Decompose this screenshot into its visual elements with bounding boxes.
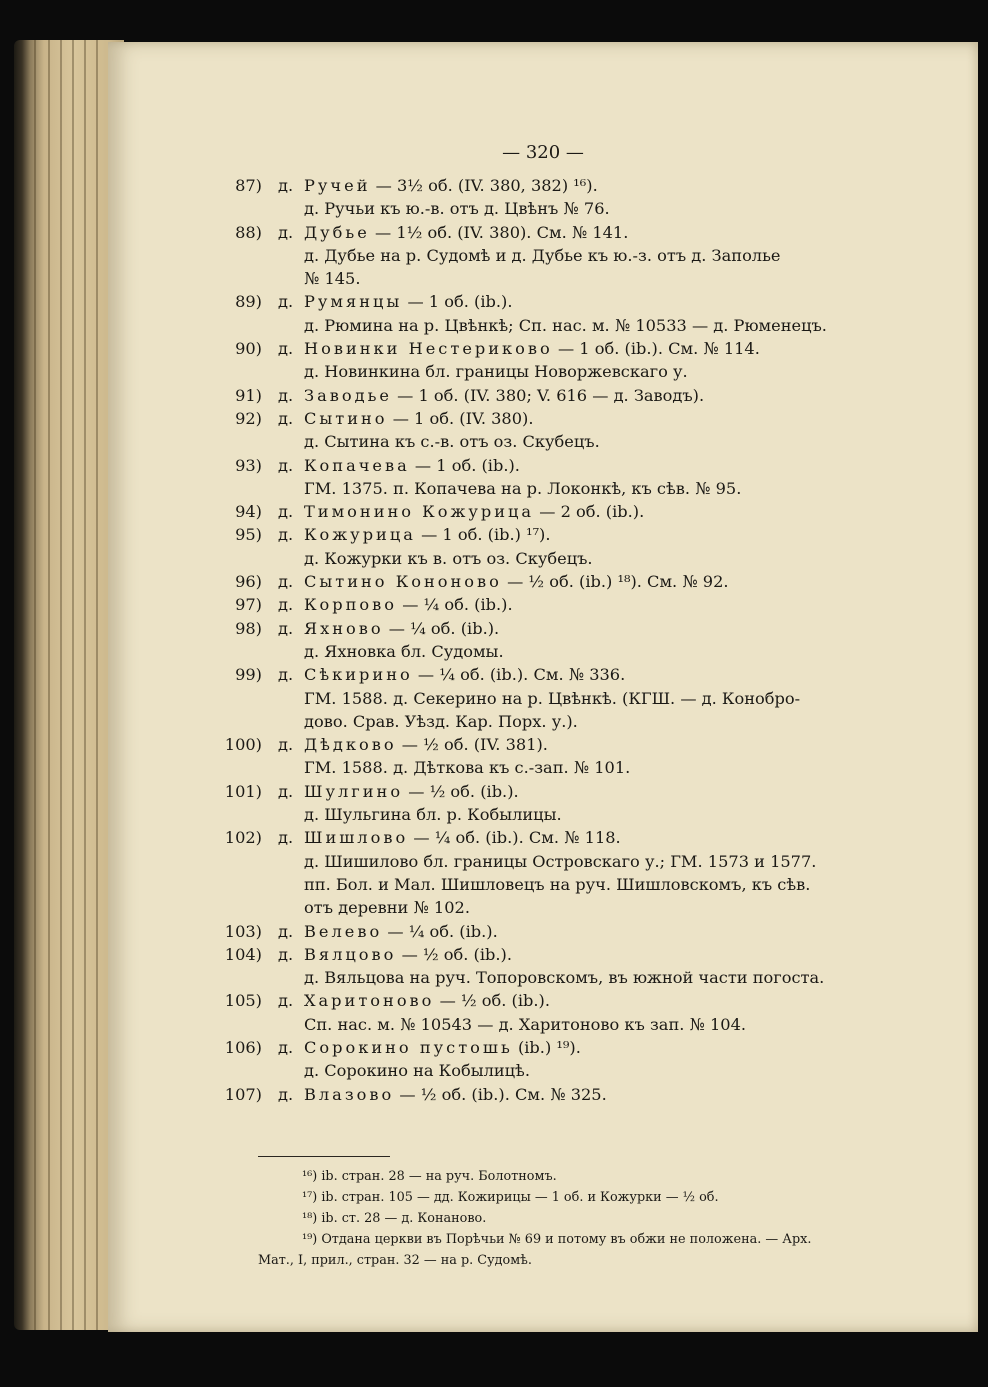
entry [224, 943, 898, 990]
entry-number: 98) [235, 618, 262, 638]
entry-kind: д. [278, 921, 294, 941]
entry-note-line: д. Кожурки къ в. отъ оз. Скубецъ. [304, 548, 593, 568]
entry-number: 101) [224, 781, 262, 801]
entry [235, 384, 898, 407]
entry [235, 407, 898, 454]
village-name: Заводье [304, 385, 392, 405]
entry-heading [224, 826, 898, 849]
entry-number: 103) [224, 921, 262, 941]
entry-number: 104) [224, 944, 262, 964]
entry-number: 99) [235, 665, 262, 685]
entry-note-line: д. Шульгина бл. р. Кобылицы. [304, 805, 562, 825]
entry-note-line: д. Рюмина на р. Цвѣнкѣ; Сп. нас. м. № 10533 — д. Рюменецъ. [304, 315, 827, 335]
entry-heading [235, 663, 898, 686]
entry-number: 102) [224, 828, 262, 848]
entry-kind: д. [278, 572, 294, 592]
village-name: Яхново [304, 618, 384, 638]
entry-heading [224, 989, 898, 1012]
entry-details: — 1 об. (ib.) ¹⁷). [421, 525, 551, 545]
entry-details: — ½ об. (ib.) ¹⁸). См. № 92. [507, 572, 729, 592]
entry-note-line: отъ деревни № 102. [304, 898, 470, 918]
entry-note-line: д. Дубье на р. Судомѣ и д. Дубье къ ю.-з. отъ д. Заполье [304, 245, 781, 265]
entry-kind: д. [278, 292, 294, 312]
village-name: Сѣкирино [304, 665, 413, 685]
village-name: Шишлово [304, 828, 409, 848]
footnote: ¹⁷) ib. стран. 105 — дд. Кожирицы — 1 об. и Кожурки — ½ об. [302, 1190, 719, 1205]
village-name: Харитоново [304, 991, 435, 1011]
entry-heading [224, 1036, 898, 1059]
entry-number: 94) [235, 502, 262, 522]
entry-number: 90) [235, 339, 262, 359]
entry-heading [235, 174, 898, 197]
entry-heading [235, 454, 898, 477]
village-name: Сытино Кононово [304, 572, 502, 592]
entry-note-line: д. Новинкина бл. границы Новоржевскаго у. [304, 362, 688, 382]
village-name: Новинки Нестериково [304, 339, 553, 359]
entry-details: — ½ об. (ib.). [439, 991, 550, 1011]
entry-kind: д. [278, 339, 294, 359]
footnotes [258, 1166, 988, 1271]
entry-heading [224, 1083, 898, 1106]
village-name: Вялцово [304, 944, 397, 964]
entry [235, 174, 898, 221]
entry-number: 95) [235, 525, 262, 545]
entry-heading [235, 337, 898, 360]
entry-heading [235, 290, 898, 313]
entry-details: — 1 об. (IV. 380; V. 616 — д. Заводъ). [397, 385, 705, 405]
entry [235, 337, 898, 384]
entry-number: 100) [224, 735, 262, 755]
entry-kind: д. [278, 828, 294, 848]
entry-kind: д. [278, 502, 294, 522]
entry [235, 617, 898, 664]
entry-heading [224, 920, 898, 943]
entry-details: — 1 об. (ib.). См. № 114. [557, 339, 760, 359]
entry-note-line: д. Вяльцова на руч. Топоровскомъ, въ южной части погоста. [304, 968, 825, 988]
entry-details: — ½ об. (ib.). [401, 944, 512, 964]
entry-heading [235, 570, 898, 593]
entry [235, 523, 898, 570]
entry-details: — 3½ об. (IV. 380, 382) ¹⁶). [375, 176, 598, 195]
entry-number: 107) [224, 1084, 262, 1104]
entry-note-line: № 145. [304, 269, 361, 289]
village-name: Копачева [304, 455, 410, 475]
entry [224, 826, 898, 919]
entry-heading [235, 617, 898, 640]
entry-heading [235, 407, 898, 430]
entry-details: — ¼ об. (ib.). См. № 336. [417, 665, 626, 685]
entry-heading [235, 221, 898, 244]
entry-note-line: д. Ручьи къ ю.-в. отъ д. Цвѣнъ № 76. [304, 199, 610, 219]
entry [235, 593, 898, 616]
entry-kind: д. [278, 408, 294, 428]
footnote: ¹⁶) ib. стран. 28 — на руч. Болотномъ. [302, 1169, 557, 1184]
entry-kind: д. [278, 991, 294, 1011]
entry-details: — ¼ об. (ib.). [387, 921, 498, 941]
village-name: Кожурица [304, 525, 416, 545]
entry-kind: д. [278, 944, 294, 964]
village-name: Влазово [304, 1084, 395, 1104]
page-number: — 320 — [502, 142, 584, 163]
entry-details: — 1 об. (IV. 380). [392, 408, 534, 428]
entry-note-line: пп. Бол. и Мал. Шишловецъ на руч. Шишловскомъ, къ сѣв. [304, 874, 811, 894]
entry [235, 570, 898, 593]
entry-details: — 1 об. (ib.). [414, 455, 520, 475]
footnote: ¹⁸) ib. ст. 28 — д. Конаново. [302, 1211, 487, 1226]
entry-kind: д. [278, 222, 294, 242]
entry-note-line: дово. Срав. Уѣзд. Кар. Порх. у.). [304, 711, 578, 731]
village-name: Тимонино Кожурица [304, 502, 535, 522]
village-name: Шулгино [304, 781, 404, 801]
entry-note-line: д. Сытина къ с.-в. отъ оз. Скубецъ. [304, 432, 600, 452]
village-name: Велево [304, 921, 383, 941]
entry-number: 92) [235, 408, 262, 428]
entry-kind: д. [278, 1037, 294, 1057]
village-name: Сытино [304, 408, 388, 428]
village-name: Дубье [304, 222, 370, 242]
entry-details: — 1½ об. (IV. 380). См. № 141. [374, 222, 629, 242]
entry-kind: д. [278, 781, 294, 801]
entry-heading [224, 733, 898, 756]
book-page [108, 42, 978, 1332]
entry-heading [224, 780, 898, 803]
entry-heading [235, 500, 898, 523]
entry-note-line: д. Яхновка бл. Судомы. [304, 641, 504, 661]
entry [235, 663, 898, 733]
entry-kind: д. [278, 618, 294, 638]
entry-details: (ib.) ¹⁹). [517, 1037, 581, 1057]
entry [224, 1083, 898, 1106]
entry-note-line: ГМ. 1588. д. Дѣткова къ с.-зап. № 101. [304, 758, 631, 778]
entry [235, 221, 898, 291]
entry-number: 93) [235, 455, 262, 475]
entry-number: 106) [224, 1037, 262, 1057]
footnote-continuation: Мат., I, прил., стран. 32 — на р. Судомѣ. [258, 1253, 532, 1268]
entry-heading [235, 384, 898, 407]
entry-number: 88) [235, 222, 262, 242]
village-name: Корпово [304, 595, 398, 615]
entry-list [224, 174, 898, 1106]
entry-note-line: Сп. нас. м. № 10543 — д. Харитоново къ зап. № 104. [304, 1014, 747, 1034]
entry-number: 87) [235, 176, 262, 195]
entry-number: 91) [235, 385, 262, 405]
entry-heading [224, 943, 898, 966]
entry-note-line: ГМ. 1375. п. Копачева на р. Локонкѣ, къ сѣв. № 95. [304, 478, 742, 498]
entry [224, 920, 898, 943]
entry-kind: д. [278, 665, 294, 685]
entry-details: — ½ об. (ib.). [408, 781, 519, 801]
entry-details: — ½ об. (ib.). См. № 325. [399, 1084, 607, 1104]
footnote: ¹⁹) Отдана церкви въ Порѣчьи № 69 и потому въ обжи не положена. — Арх. [302, 1232, 812, 1247]
village-name: Сорокино пустошь [304, 1037, 513, 1057]
entry [224, 989, 898, 1036]
entry-details: — ½ об. (IV. 381). [401, 735, 548, 755]
village-name: Дѣдково [304, 735, 397, 755]
entry [235, 500, 898, 523]
entry [235, 290, 898, 337]
entry-note-line: д. Сорокино на Кобылицѣ. [304, 1061, 530, 1081]
entry-details: — ¼ об. (ib.). См. № 118. [413, 828, 621, 848]
village-name: Румянцы [304, 292, 403, 312]
entry-number: 105) [224, 991, 262, 1011]
entry [235, 454, 898, 501]
entry-kind: д. [278, 455, 294, 475]
entry-kind: д. [278, 385, 294, 405]
entry-number: 97) [235, 595, 262, 615]
entry-kind: д. [278, 1084, 294, 1104]
entry-kind: д. [278, 176, 294, 195]
entry-details: — ¼ об. (ib.). [388, 618, 500, 638]
entry-details: — 2 об. (ib.). [539, 502, 645, 522]
footnote-divider [258, 1156, 390, 1157]
entry-heading [235, 593, 898, 616]
entry [224, 733, 898, 780]
entry-heading [235, 523, 898, 546]
entry [224, 1036, 898, 1083]
entry-kind: д. [278, 525, 294, 545]
entry-note-line: д. Шишилово бл. границы Островскаго у.; ГМ. 1573 и 1577. [304, 851, 817, 871]
entry [224, 780, 898, 827]
village-name: Ручей [304, 176, 371, 195]
entry-note-line: ГМ. 1588. д. Секерино на р. Цвѣнкѣ. (КГШ. — д. Конобро- [304, 688, 801, 708]
entry-number: 89) [235, 292, 262, 312]
entry-kind: д. [278, 735, 294, 755]
entry-details: — ¼ об. (ib.). [402, 595, 513, 615]
entry-number: 96) [235, 572, 262, 592]
entry-kind: д. [278, 595, 294, 615]
entry-details: — 1 об. (ib.). [407, 292, 513, 312]
